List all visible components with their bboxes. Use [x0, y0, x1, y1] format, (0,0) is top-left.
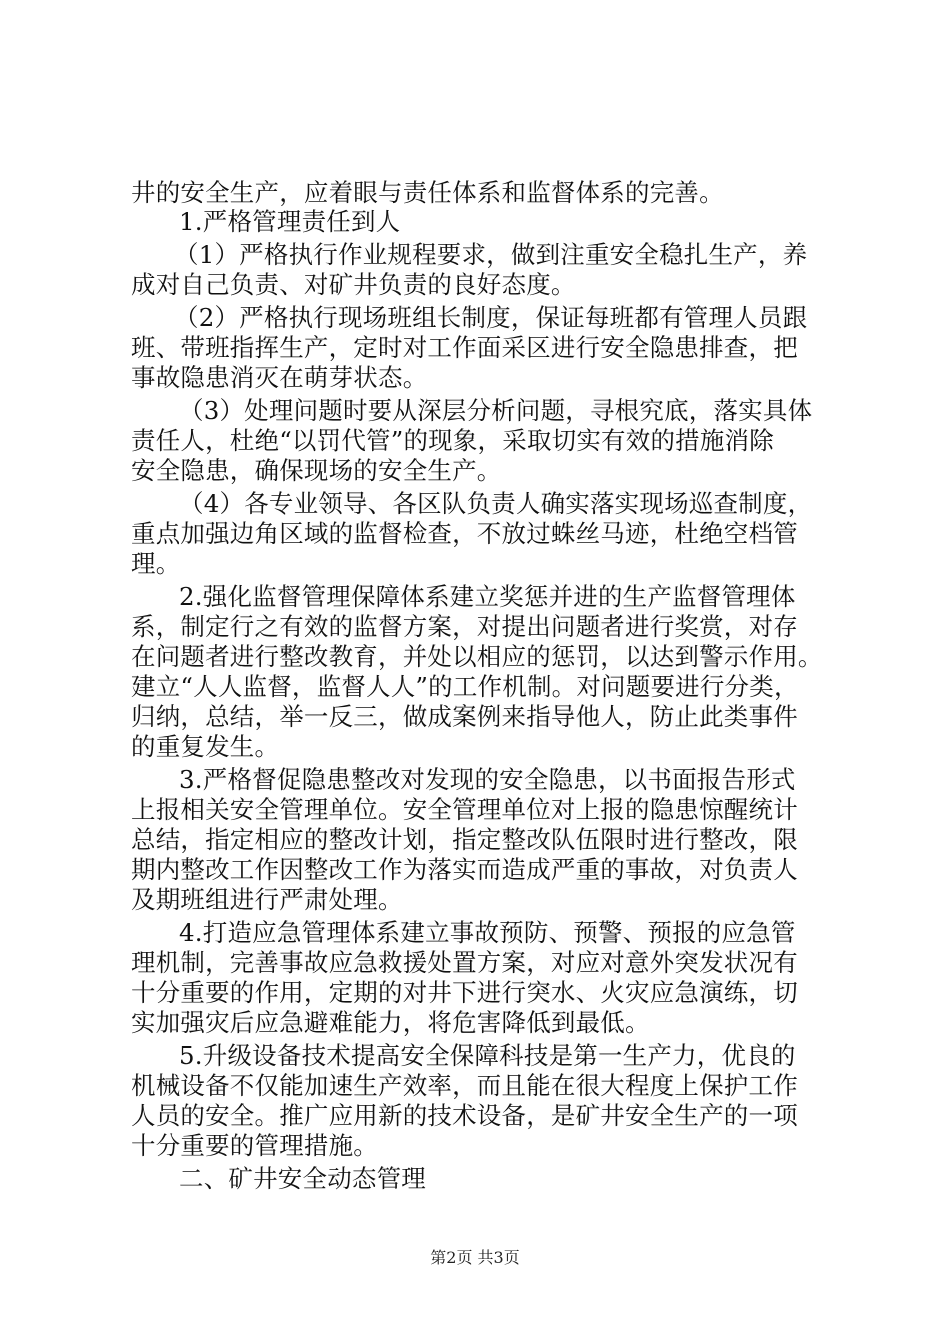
text-line: 重点加强边角区域的监督检查，不放过蛛丝马迹，杜绝空档管 [131, 519, 798, 548]
text-line: 理。 [131, 549, 181, 578]
section-heading: 1.严格管理责任到人 [179, 207, 401, 236]
text-line: 3.严格督促隐患整改对发现的安全隐患，以书面报告形式 [179, 765, 796, 794]
text-line: （4）各专业领导、各区队负责人确实落实现场巡查制度， [179, 489, 813, 518]
page-number-footer: 第2页 共3页 [430, 1248, 520, 1267]
text-line: 期内整改工作因整改工作为落实而造成严重的事故，对负责人 [131, 855, 798, 884]
text-line: 责任人，杜绝“以罚代管”的现象，采取切实有效的措施消除 [131, 426, 774, 455]
text-line: 班、带班指挥生产，定时对工作面采区进行安全隐患排查，把 [131, 333, 798, 362]
text-line: 安全隐患，确保现场的安全生产。 [131, 456, 502, 485]
text-line: 总结，指定相应的整改计划，指定整改队伍限时进行整改，限 [131, 825, 798, 854]
text-line: 在问题者进行整改教育，并处以相应的惩罚，以达到警示作用。 [131, 642, 823, 671]
text-line: 人员的安全。推广应用新的技术设备，是矿井安全生产的一项 [131, 1101, 798, 1130]
text-line: 上报相关安全管理单位。安全管理单位对上报的隐患惊醒统计 [131, 795, 798, 824]
text-line: 机械设备不仅能加速生产效率，而且能在很大程度上保护工作 [131, 1071, 798, 1100]
section-heading: 二、矿井安全动态管理 [179, 1164, 426, 1193]
text-line: （3）处理问题时要从深层分析问题，寻根究底，落实具体 [179, 396, 813, 425]
text-line: （1）严格执行作业规程要求，做到注重安全稳扎生产，养 [174, 240, 808, 269]
text-line: 十分重要的管理措施。 [131, 1131, 378, 1160]
text-line: 十分重要的作用，定期的对井下进行突水、火灾应急演练，切 [131, 978, 798, 1007]
text-line: 井的安全生产，应着眼与责任体系和监督体系的完善。 [131, 178, 724, 207]
text-line: 系，制定行之有效的监督方案，对提出问题者进行奖赏，对存 [131, 612, 798, 641]
text-line: 实加强灾后应急避难能力，将危害降低到最低。 [131, 1008, 650, 1037]
text-line: 事故隐患消灭在萌芽状态。 [131, 363, 428, 392]
text-line: 5.升级设备技术提高安全保障科技是第一生产力，优良的 [179, 1041, 796, 1070]
text-line: 理机制，完善事故应急救援处置方案，对应对意外突发状况有 [131, 948, 798, 977]
text-line: 归纳，总结，举一反三，做成案例来指导他人，防止此类事件 [131, 702, 798, 731]
text-line: 及期班组进行严肃处理。 [131, 885, 403, 914]
text-line: 4.打造应急管理体系建立事故预防、预警、预报的应急管 [179, 918, 796, 947]
text-line: 建立“人人监督，监督人人”的工作机制。对问题要进行分类， [131, 672, 799, 701]
text-line: 成对自己负责、对矿井负责的良好态度。 [131, 270, 576, 299]
text-line: 的重复发生。 [131, 732, 280, 761]
text-line: 2.强化监督管理保障体系建立奖惩并进的生产监督管理体 [179, 582, 796, 611]
text-line: （2）严格执行现场班组长制度，保证每班都有管理人员跟 [174, 303, 808, 332]
